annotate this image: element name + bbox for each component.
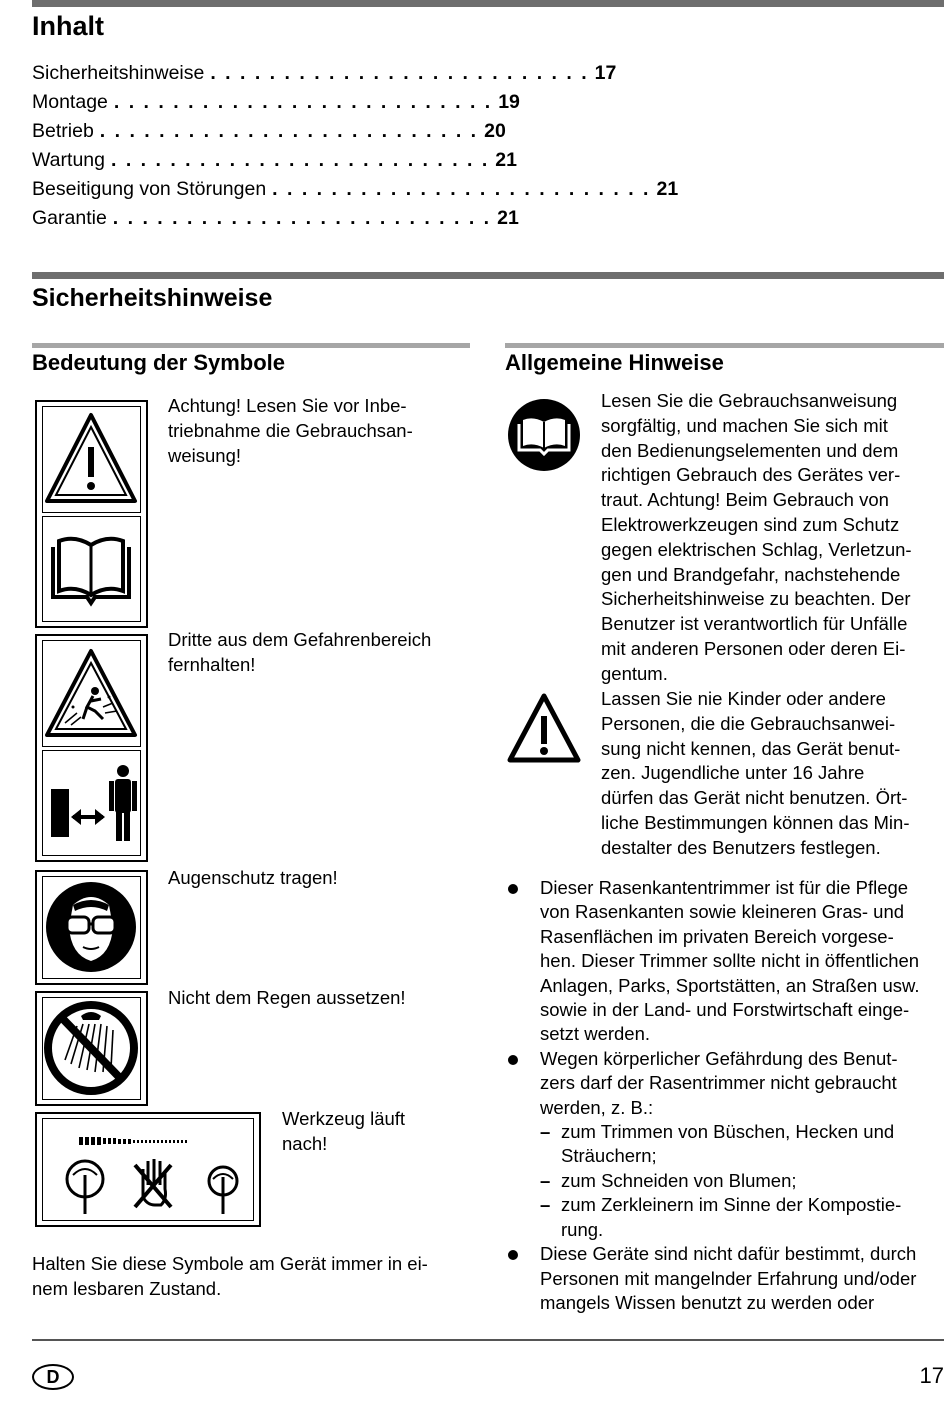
read-manual-icon — [507, 398, 581, 472]
sub-list-item: – zum Schneiden von Blumen; — [540, 1169, 797, 1191]
symbol-text-tool-runs-on: Werkzeug läuft nach! — [282, 1108, 406, 1154]
section-title: Sicherheitshinweise — [32, 284, 273, 312]
no-rain-icon — [42, 997, 141, 1100]
country-badge: D — [32, 1364, 74, 1390]
symbol-box-no-rain — [35, 991, 148, 1106]
list-item: Diese Geräte sind nicht dafür bestimmt, durch Personen mit mangelnder Erfahrung und/oder mangels Wissen benutzt zu werden oder — [505, 1242, 945, 1315]
symbol-box-read-manual — [35, 400, 148, 628]
symbol-text-eye-protection: Augenschutz tragen! — [168, 867, 338, 888]
list-item: Dieser Rasenkantentrimmer ist für die Pflege von Rasenkanten sowie kleineren Gras- und Rasenflächen im privaten Bereich vorgese- hen. Dieser Trimmer sollte nicht in öffentlichen Anlagen, Parks, Sportstätten, an Straßen usw. sowie in der Land- und Forstwirtschaft einge- setzt werden. — [505, 876, 945, 1047]
symbol-box-eye-protection — [35, 870, 148, 985]
general-paragraph-1: Lesen Sie die Gebrauchsanweisung sorgfältig, und machen Sie sich mit den Bedienungselementen und dem richtigen Gebrauch des Gerätes ver- traut. Achtung! Beim Gebrauch von Elektrowerkzeugen sind zum Schutz gegen elektrischen Schlag, Verletzun- gen und Brandgefahr, nachstehende Sicherheitshinweise zu beachten. Der Benutzer ist verantwortlich für Unfälle mit anderen Personen oder deren Ei- gentum. — [601, 390, 912, 684]
warning-triangle-icon — [42, 406, 141, 513]
sub-list — [540, 1120, 945, 1242]
toc-entry[interactable]: Beseitigung von Störungen . . . . . . . . . . . . . . . . . . . . . . . . . . 21 — [32, 178, 679, 200]
symbol-box-keep-distance — [35, 634, 148, 862]
general-paragraph-2: Lassen Sie nie Kinder oder andere Personen, die die Gebrauchsanwei- sung nicht kennen, das Gerät benut- zen. Jugendliche unter 16 Jahre dürfen das Gerät nicht benutzen. Ört- liche Bestimmungen können das Min- destalter des Benutzers festlegen. — [601, 688, 910, 858]
toc-entry[interactable]: Sicherheitshinweise . . . . . . . . . . . . . . . . . . . . . . . . . . 17 — [32, 62, 617, 84]
general-heading: Allgemeine Hinweise — [505, 350, 724, 375]
page-number: 17 — [919, 1363, 944, 1388]
left-column-rule — [32, 343, 470, 348]
toc-entry[interactable]: Montage . . . . . . . . . . . . . . . . . . . . . . . . . . 19 — [32, 91, 520, 113]
toc-entry[interactable]: Betrieb . . . . . . . . . . . . . . . . . . . . . . . . . . 20 — [32, 120, 506, 142]
right-column-rule — [505, 343, 944, 348]
keep-distance-person-icon — [42, 750, 141, 856]
symbols-heading: Bedeutung der Symbole — [32, 350, 286, 375]
symbol-box-tool-runs-on — [35, 1112, 261, 1227]
general-bullet-list — [505, 876, 945, 1315]
toc-entry[interactable]: Garantie . . . . . . . . . . . . . . . . . . . . . . . . . . 21 — [32, 207, 519, 229]
toc-entry[interactable]: Wartung . . . . . . . . . . . . . . . . . . . . . . . . . . 21 — [32, 149, 517, 171]
toc-title: Inhalt — [32, 11, 104, 41]
sub-list-item: – zum Trimmen von Büschen, Hecken und Sträuchern; — [540, 1121, 895, 1167]
table-of-contents — [32, 62, 679, 236]
symbols-footer-note: Halten Sie diese Symbole am Gerät immer in ei- nem lesbaren Zustand. — [32, 1253, 428, 1299]
symbol-text-keep-distance: Dritte aus dem Gefahrenbereich fernhalten! — [168, 629, 432, 675]
open-book-icon — [42, 516, 141, 622]
bullet-icon — [508, 1250, 518, 1260]
sub-list-item: – zum Zerkleinern im Sinne der Kompostie- rung. — [540, 1194, 902, 1240]
list-item: Wegen körperlicher Gefährdung des Benut- zers darf der Rasentrimmer nicht gebraucht werden, z. B.: – zum Trimmen von Büschen, Hecken und Sträuchern; – zum Schneiden von Blumen; – zum Zerkleinern im Sinne der Kompostie- rung. — [505, 1047, 945, 1242]
flying-debris-warning-icon — [42, 640, 141, 747]
warning-triangle-icon — [507, 692, 581, 766]
section-rule — [32, 272, 944, 279]
top-rule — [32, 0, 944, 7]
bullet-icon — [508, 884, 518, 894]
tool-runs-on-icon — [42, 1118, 254, 1221]
symbol-text-no-rain: Nicht dem Regen aussetzen! — [168, 987, 406, 1008]
symbol-text-read-manual: Achtung! Lesen Sie vor Inbe- triebnahme die Gebrauchsan- weisung! — [168, 395, 413, 466]
bullet-icon — [508, 1055, 518, 1065]
eye-protection-icon — [42, 876, 141, 979]
footer-rule — [32, 1339, 944, 1341]
